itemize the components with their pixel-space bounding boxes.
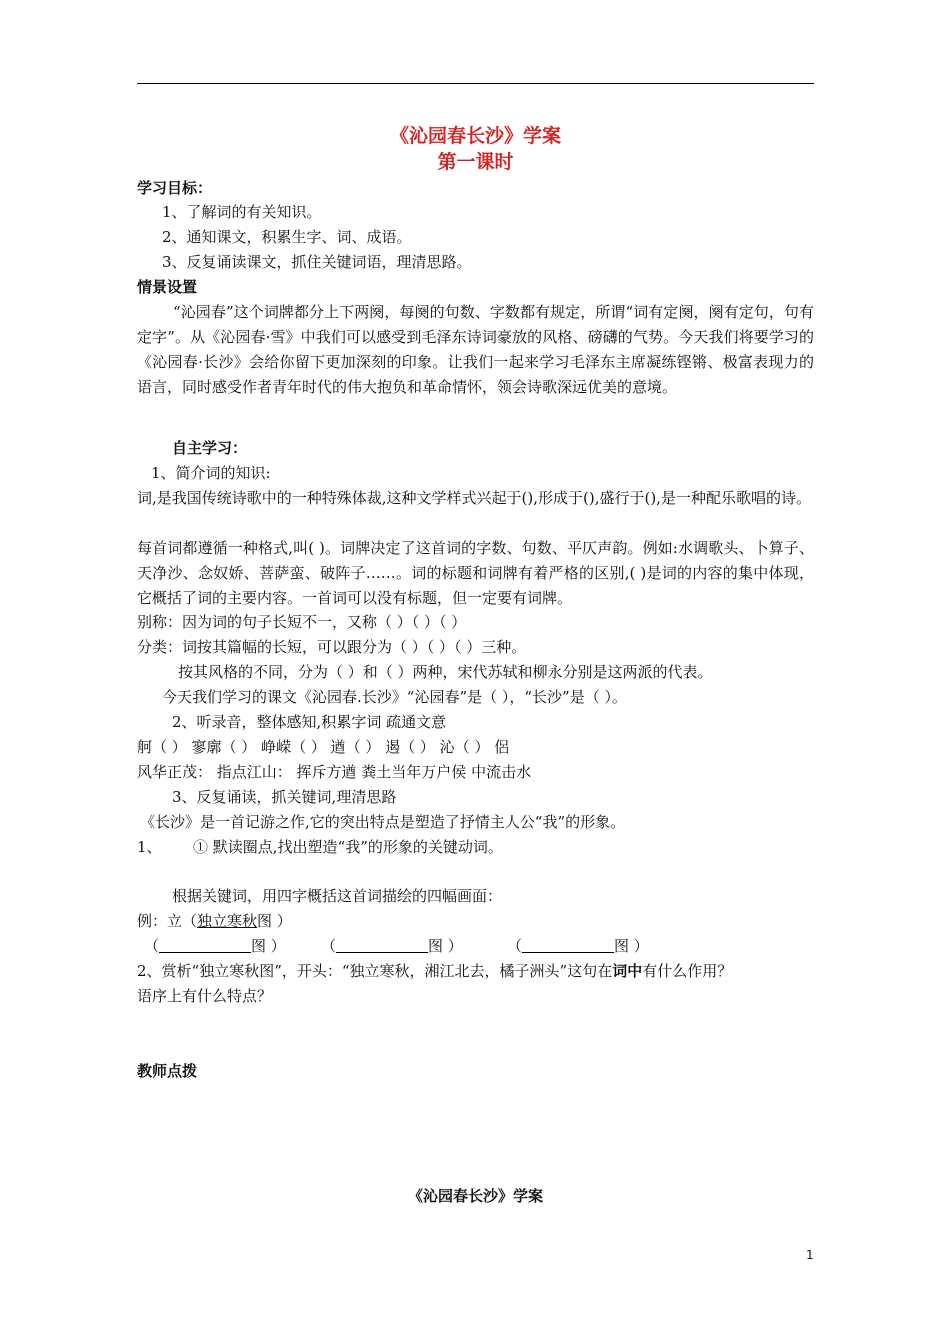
answer-blank[interactable] [522, 938, 614, 953]
answer-blank[interactable] [336, 938, 428, 953]
example-line: 例：立（独立寒秋图 ） [137, 912, 292, 930]
question-2-cont: 语序上有什么特点？ [137, 987, 273, 1005]
page-number: 1 [806, 1248, 814, 1262]
text-line: 3、反复诵读，抓关键词,理清思路 [172, 788, 397, 806]
text-line: 1、 [137, 838, 162, 856]
footer-title: 《沁园春长沙》学案 [407, 1187, 543, 1205]
text-line: 分类：词按其篇幅的长短，可以跟分为（ ）（ ）（ ）三种。 [137, 638, 527, 656]
goal-item: 1、了解词的有关知识。 [162, 203, 322, 221]
answer-blank[interactable] [159, 938, 251, 953]
text-line: 按其风格的不同，分为（ ）和（ ）两种，宋代苏轼和柳永分别是这两派的代表。 [178, 663, 713, 681]
scene-paragraph: “沁园春”这个词牌都分上下两阕，每阕的句数、字数都有规定，所谓“词有定阕，阕有定句，句有定字”。从《沁园春·雪》中我们可以感受到毛泽东诗词豪放的风格、磅礴的气势。今天我们将要学习的《沁园春·长沙》会给你留下更加深刻的印象。让我们一起来学习毛泽东主席凝练铿锵、极富表现力的语言，同时感受作者青年时代的伟大抱负和革命情怀，领会诗歌深远优美的意境。 [137, 303, 814, 396]
text-line: 舸（ ） 寥廓（ ） 峥嵘（ ） 遒（ ） 遏（ ） 沁（ ） 侶 [137, 738, 510, 756]
example-answer: 独立寒秋 [197, 912, 258, 930]
fill-blank-1: （ 图 ） [144, 937, 286, 955]
goal-item: 2、通知课文，积累生字、词、成语。 [162, 228, 412, 246]
fill-blank-3: （ 图 ） [507, 937, 649, 955]
page-title: 《沁园春长沙》学案 [389, 125, 561, 147]
text-paragraph: 词,是我国传统诗歌中的一种特殊体裁,这种文学样式兴起于(),形成于(),盛行于(),是一种配乐歌唱的诗。 [137, 489, 811, 507]
text-line: 风华正茂： 指点江山： 挥斥方遒 粪土当年万户侯 中流击水 [137, 763, 532, 781]
scene-heading: 情景设置 [137, 278, 198, 296]
question-2: 2、赏析“独立寒秋图”，开头：“独立寒秋，湘江北去，橘子洲头”这句在词中有什么作用？ [137, 962, 733, 980]
text-line: 1、简介词的知识: [151, 464, 271, 482]
goal-item: 3、反复诵读课文，抓住关键词语，理清思路。 [162, 253, 472, 271]
goals-heading: 学习目标： [137, 179, 213, 197]
text-line: 今天我们学习的课文《沁园春.长沙》“沁园春”是（ ），“长沙”是（ ）。 [162, 688, 627, 706]
text-line: 根据关键词，用四字概括这首词描绘的四幅画面： [172, 887, 503, 905]
self-study-heading: 自主学习： [172, 439, 248, 457]
text-line: 《长沙》是一首记游之作,它的突出特点是塑造了抒情主人公“我”的形象。 [140, 813, 626, 831]
text-line: 2、听录音，整体感知,积累字词 疏通文意 [172, 713, 447, 731]
text-paragraph: 每首词都遵循一种格式,叫( )。词牌决定了这首词的字数、句数、平仄声韵。例如:水调歌头、卜算子、天净沙、念奴娇、菩萨蛮、破阵子……。词的标题和词牌有着严格的区别,( )是词的内容的集中体现，它概括了词的主要内容。一首词可以没有标题，但一定要有词牌。 [137, 539, 814, 607]
teacher-heading: 教师点拨 [137, 1062, 198, 1080]
text-line: ① 默读圈点,找出塑造“我”的形象的关键动词。 [193, 838, 503, 856]
header-rule [137, 83, 814, 84]
fill-blank-2: （ 图 ） [321, 937, 463, 955]
page-subtitle: 第一课时 [437, 151, 514, 173]
text-line: 别称：因为词的句子长短不一，又称（ ）（ ）（ ） [137, 613, 467, 631]
